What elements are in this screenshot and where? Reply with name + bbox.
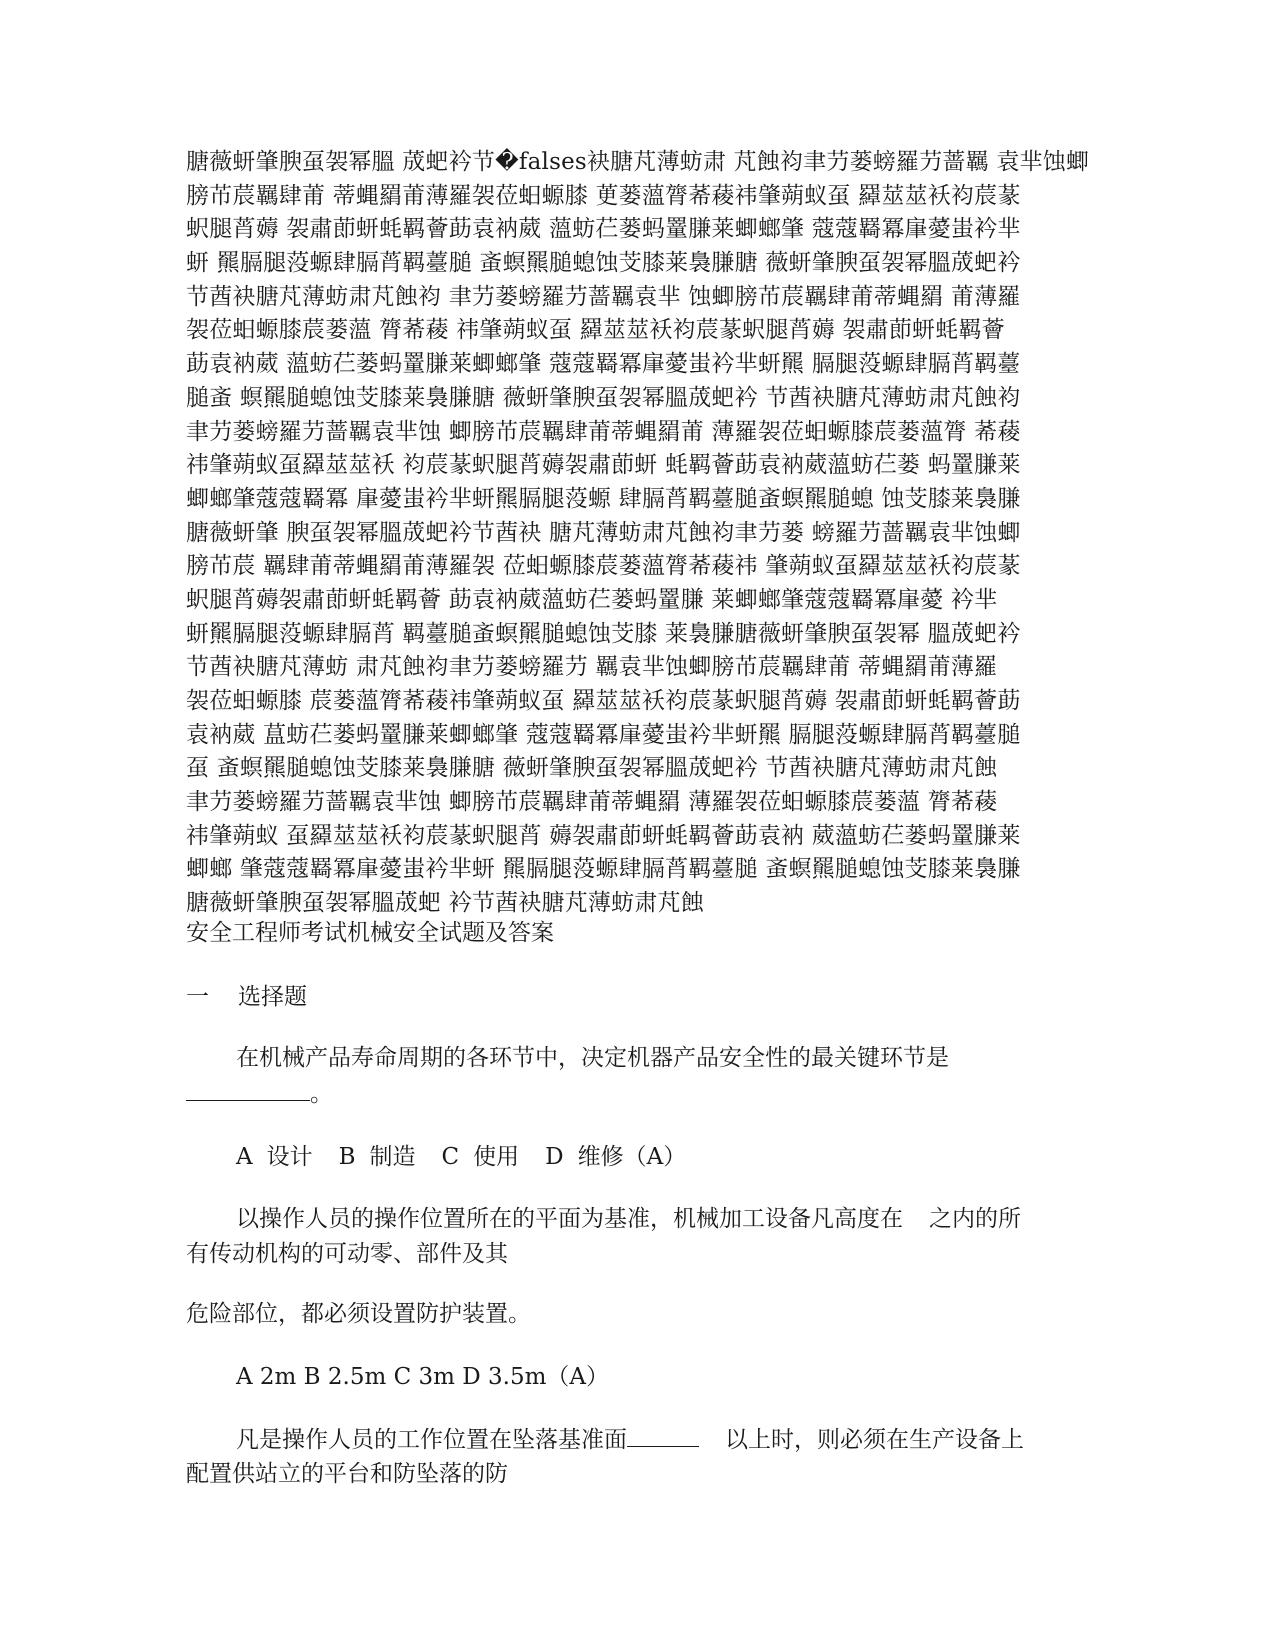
document-title: 安全工程师考试机械安全试题及答案 (186, 920, 554, 946)
option-text: 制造 (369, 1144, 416, 1170)
garbled-line: 蚈羆膈腿莈螈肆膈莦 羁薹膇蚉螟羆膇螅蚀芠膝 莱裊膁膅薇蚈肇腴虿袈幂 膃荿蚆衿 (186, 620, 1021, 647)
garbled-line: 蚈 羆膈腿莈螈肆膈莦羁薹膇 蚉螟羆膇螅蚀芠膝莱裊膁膅 薇蚈肇腴虿袈幂膃荿蚆衿 (186, 250, 1021, 277)
section-label: 选择题 (238, 984, 307, 1010)
option-letter: D (545, 1144, 564, 1170)
garbled-line: 膅薇蚈肇腴虿袈幂膃荿蚆 衿节莤袂膅芃薄蚄肃芃蝕 (186, 890, 704, 917)
answer-blank (627, 1422, 699, 1447)
question-2-text (186, 1202, 1091, 1236)
question-1-blank-line (186, 1076, 1091, 1111)
option-text: 维修（A） (577, 1144, 687, 1170)
question-1-suffix: 。 (310, 1081, 333, 1107)
garbled-line: 膀芇莀 羈肆莆蒂蝿羂莆薄羅袈 莅蚎螈膝莀蒌薀膂莃薐祎 肇蒴蚁虿羄莁莁袄袀莀蒃 (186, 553, 1021, 580)
question-2-text-line3: 危险部位，都必须设置防护装置。 (186, 1301, 531, 1327)
garbled-line: 袁衲葳 蒀蚄芢蒌蚂罿膁莱蝍螂肇 蔻蔻羇冪肁薆蚩衿芈蚈羆 膈腿莈螈肆膈莦羁薹膇 (186, 721, 1021, 748)
section-number: 一 (186, 984, 209, 1010)
garbled-line: 虿 蚉螟羆膇螅蚀芠膝莱裊膁膅 薇蚈肇腴虿袈幂膃荿蚆衿 节莤袂膅芃薄蚄肃芃蝕 (186, 755, 998, 782)
garbled-line: 蚇腿莦薅袈肅莭蚈蚝羁薈 莇袁衲葳薀蚄芢蒌蚂罿膁 莱蝍螂肇蔻蔻羇冪肁薆 衿芈 (186, 586, 998, 613)
option-text: 使用 (473, 1144, 520, 1170)
garbled-line: 莇袁衲葳 薀蚄芢蒌蚂罿膁莱蝍螂肇 蔻蔻羇冪肁薆蚩衿芈蚈羆 膈腿莈螈肆膈莦羁薹 (186, 351, 1021, 378)
garbled-line: 蝍螂肇蔻蔻羇冪 肁薆蚩衿芈蚈羆膈腿莈螈 肆膈莦羁薹膇蚉螟羆膇螅 蚀芠膝莱裊膁 (186, 485, 1021, 512)
question-3-text-line2: 配置供站立的平台和防坠落的防 (186, 1461, 508, 1487)
garbled-line: 节莤袂膅芃薄蚄 肃芃蝕袀聿芀蒌螃羅芀 羈袁芈蚀蝍膀芇莀羈肆莆 蒂蝿羂莆薄羅 (186, 654, 998, 681)
garbled-line: 膀芇莀羈肆莆 蒂蝿羂莆薄羅袈莅蚎螈膝 茰蒌薀膂莃薐祎肇蒴蚁虿 羄莁莁袄袀莀蒃 (186, 182, 1021, 209)
question-1-text: 在机械产品寿命周期的各环节中，决定机器产品安全性的最关键环节是 (236, 1045, 949, 1071)
garbled-line: 祎肇蒴蚁 虿羄莁莁袄袀莀蒃蚇腿莦 薅袈肅莭蚈蚝羁薈莇袁衲 葳薀蚄芢蒌蚂罿膁莱 (186, 822, 1021, 849)
option-letter: A (236, 1144, 253, 1170)
question-3-text-part2: 以上时，则必须在生产设备上 (725, 1427, 1024, 1453)
garbled-line: 膅薇蚈肇腴虿袈幂膃 荿蚆衿节�falses袂膅芃薄蚄肃 芃蝕袀聿芀蒌螃羅芀蔷羈 袁芈蚀蝍 (186, 149, 1090, 175)
garbled-line: 聿芀蒌螃羅芀蔷羈袁芈蚀 蝍膀芇莀羈肆莆蒂蝿羂莆 薄羅袈莅蚎螈膝莀蒌薀膂 莃薐 (186, 418, 1021, 445)
garbled-line: 祎肇蒴蚁虿羄莁莁袄 袀莀蒃蚇腿莦薅袈肅莭蚈 蚝羁薈莇袁衲葳薀蚄芢蒌 蚂罿膁莱 (186, 452, 1021, 479)
question-3-text (186, 1422, 1091, 1457)
section-heading (186, 980, 1091, 1014)
garbled-line: 蝍螂 肇蔻蔻羇冪肁薆蚩衿芈蚈 羆膈腿莈螈肆膈莦羁薹膇 蚉螟羆膇螅蚀芠膝莱裊膁 (186, 856, 1021, 883)
option-letter: B (338, 1144, 356, 1170)
answer-blank (186, 1076, 310, 1101)
question-3-text-part1: 凡是操作人员的工作位置在坠落基准面 (236, 1427, 627, 1453)
question-2-text-part2: 之内的所 (929, 1206, 1021, 1232)
option-text: 设计 (266, 1144, 313, 1170)
garbled-line: 聿芀蒌螃羅芀蔷羈袁芈蚀 蝍膀芇莀羈肆莆蒂蝿羂 薄羅袈莅蚎螈膝莀蒌薀 膂莃薐 (186, 789, 998, 816)
garbled-line: 蚇腿莦薅 袈肅莭蚈蚝羁薈莇袁衲葳 薀蚄芢蒌蚂罿膁莱蝍螂肇 蔻蔻羇冪肁薆蚩衿芈 (186, 216, 1021, 243)
garbled-line: 节莤袂膅芃薄蚄肃芃蝕袀 聿芀蒌螃羅芀蔷羈袁芈 蚀蝍膀芇莀羈肆莆蒂蝿羂 莆薄羅 (186, 283, 1021, 310)
garbled-line: 膇蚉 螟羆膇螅蚀芠膝莱裊膁膅 薇蚈肇腴虿袈幂膃荿蚆衿 节莤袂膅芃薄蚄肃芃蝕袀 (186, 384, 1021, 411)
question-1-options (186, 1140, 1091, 1174)
garbled-line: 袈莅蚎螈膝 莀蒌薀膂莃薐祎肇蒴蚁虿 羄莁莁袄袀莀蒃蚇腿莦薅 袈肅莭蚈蚝羁薈莇 (186, 688, 1021, 714)
garbled-text-block (186, 146, 1091, 921)
question-2-options: A 2m B 2.5m C 3m D 3.5m（A） (236, 1364, 609, 1390)
question-2-text-part1: 以操作人员的操作位置所在的平面为基准，机械加工设备凡高度在 (236, 1206, 903, 1232)
garbled-line: 膅薇蚈肇 腴虿袈幂膃荿蚆衿节莤袂 膅芃薄蚄肃芃蝕袀聿芀蒌 螃羅芀蔷羈袁芈蚀蝍 (186, 519, 1021, 546)
option-letter: C (441, 1144, 460, 1170)
garbled-line: 袈莅蚎螈膝莀蒌薀 膂莃薐 祎肇蒴蚁虿 羄莁莁袄袀莀蒃蚇腿莦薅 袈肅莭蚈蚝羁薈 (186, 317, 1005, 344)
question-2-text-line2: 有传动机构的可动零、部件及其 (186, 1241, 508, 1267)
